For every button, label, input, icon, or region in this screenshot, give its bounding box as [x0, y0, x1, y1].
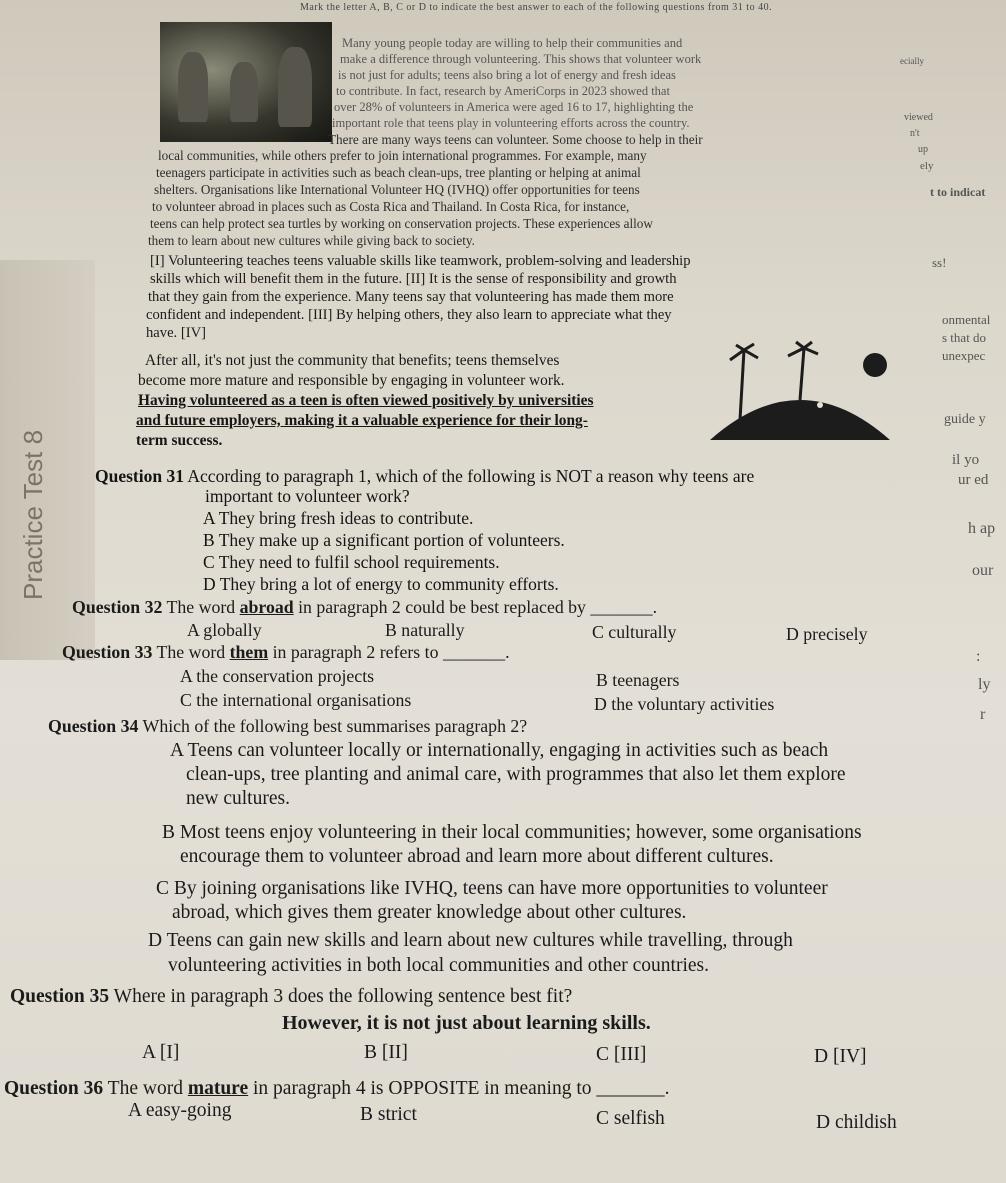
- option-a[interactable]: A easy-going: [128, 1100, 232, 1121]
- answer-blank: _______.: [590, 597, 658, 617]
- option-d[interactable]: D Teens can gain new skills and learn about new cultures while travelling, through: [148, 930, 793, 951]
- option-a[interactable]: A Teens can volunteer locally or internationally, engaging in activities such as beach: [170, 740, 829, 761]
- option-c[interactable]: C the international organisations: [180, 690, 412, 710]
- option-b[interactable]: B naturally: [385, 620, 465, 640]
- question-number: Question 34: [48, 716, 139, 736]
- question-stem: Where in paragraph 3 does the following sentence best fit?: [113, 986, 573, 1007]
- question-number: Question 35: [10, 986, 110, 1007]
- question-stem: According to paragraph 1, which of the following is NOT a reason why teens are: [187, 466, 755, 486]
- instruction-line: Mark the letter A, B, C or D to indicate the best answer to each of the following questions from 31 to 40.: [300, 2, 773, 13]
- island-illustration: [700, 340, 900, 450]
- option-b[interactable]: B teenagers: [596, 670, 680, 690]
- option-b[interactable]: B [II]: [364, 1042, 408, 1063]
- keyword: mature: [187, 1078, 249, 1099]
- option-c[interactable]: C selfish: [596, 1108, 665, 1129]
- question-stem: Which of the following best summarises paragraph 2?: [142, 716, 528, 736]
- side-label: Practice Test 8: [18, 429, 48, 600]
- option-c[interactable]: C By joining organisations like IVHQ, teens can have more opportunities to volunteer: [156, 878, 828, 899]
- option-d[interactable]: D [IV]: [814, 1046, 867, 1067]
- keyword: them: [229, 642, 269, 662]
- option-a[interactable]: A the conservation projects: [180, 666, 375, 686]
- option-a[interactable]: A [I]: [142, 1042, 180, 1063]
- option-c[interactable]: C [III]: [596, 1044, 647, 1065]
- answer-blank: _______.: [596, 1078, 670, 1099]
- option-c[interactable]: C culturally: [592, 622, 677, 642]
- answer-blank: _______.: [442, 642, 510, 662]
- option-d[interactable]: D precisely: [786, 624, 868, 644]
- question-number: Question 32: [72, 597, 163, 617]
- volunteers-photo: [160, 22, 332, 142]
- option-d[interactable]: D the voluntary activities: [594, 694, 775, 714]
- option-b[interactable]: B Most teens enjoy volunteering in their local communities; however, some organisations: [162, 822, 862, 843]
- keyword: abroad: [239, 597, 294, 617]
- option-c[interactable]: C They need to fulfil school requirements.: [203, 552, 500, 572]
- option-b[interactable]: B strict: [360, 1104, 417, 1125]
- option-d[interactable]: D They bring a lot of energy to community efforts.: [203, 574, 559, 594]
- option-a[interactable]: A globally: [187, 620, 262, 640]
- option-b[interactable]: B They make up a significant portion of volunteers.: [203, 530, 565, 550]
- question-number: Question 33: [62, 642, 153, 662]
- question-number: Question 36: [4, 1078, 104, 1099]
- option-d[interactable]: D childish: [816, 1112, 897, 1133]
- worksheet-page: Mark the letter A, B, C or D to indicate the best answer to each of the following questions from 31 to 40. Many young people today are willing to help their communities and make a difference through volunteering. This shows that volunteer work is not just for adults; teens also bring a lot of energy and fresh ideas to contribute. In fact, research by AmeriCorps in 2023 showed that over 28% of volunteers in America were aged 16 to 17, highlighting the important role that teens play in volunteering efforts across the country. There are many ways teens can volunteer. Some choose to help in their local communities, while others prefer to join international programmes. For example, many teenagers participate in activities such as beach clean-ups, tree planting or helping at animal shelters. Organisations like International Volunteer HQ (IVHQ) offer opportunities for teens to volunteer abroad in places such as Costa Rica and Thailand. In Costa Rica, for instance, teens can help protect sea turtles by working on conservation projects. These experiences allow them to learn about new cultures while giving back to society. [I] Volunteering teaches teens valuable skills like teamwork, problem-solving and leadership skills which will benefit them in the future. [II] It is the sense of responsibility and growth that they gain from the experience. Many teens say that volunteering has made them more confident and independent. [III] By helping others, they also learn to appreciate what they have. [IV] After all, it's not just the community that benefits; teens themselves become more mature and responsible by engaging in volunteer work. Having volunteered as a teen is often viewed positively by universities and future employers, making it a valuable experience for their long- term success. Practice Test 8 ecially viewed n't up ely t to indicat ss! onmental s that do unexpec guide y il yo ur ed h ap our : ly r Question 31 According to paragraph 1, which of the following is NOT a reason why teens are important to volunteer work? A They bring fresh ideas to contribute. B They make up a significant portion of volunteers. C They need to fulfil school requirements. D They bring a lot of energy to community efforts. Question 32 The word abroad in paragraph 2 could be best replaced by _______. A globally B naturally C culturally D precisely Question 33 The word them in paragraph 2 refers to _______. A the conservation projects B teenagers C the international organisations D the voluntary activities Question 34 Which of the following best summarises paragraph 2? A Teens can volunteer locally or internationally, engaging in activities such as beach clean-ups, tree planting and animal care, with programmes that also let them explore new cultures. B Most teens enjoy volunteering in their local communities; however, some organisations encourage them to volunteer abroad and learn more about different cultures. C By joining organisations like IVHQ, teens can have more opportunities to volunteer abroad, which gives them greater knowledge about other cultures. D Teens can gain new skills and learn about new cultures while travelling, through volunteering activities in both local communities and other countries. Question 35 Where in paragraph 3 does the following sentence best fit? However, it is not just about learning skills. A [I] B [II] C [III] D [IV] Question 36 The word mature in paragraph 4 is OPPOSITE in meaning to _______. A easy-going B strict C selfish D childish: [0, 0, 1006, 1183]
- question-number: Question 31: [95, 466, 184, 486]
- target-sentence: However, it is not just about learning skills.: [282, 1012, 651, 1034]
- question-stem-cont: important to volunteer work?: [205, 486, 410, 506]
- option-a[interactable]: A They bring fresh ideas to contribute.: [203, 508, 474, 528]
